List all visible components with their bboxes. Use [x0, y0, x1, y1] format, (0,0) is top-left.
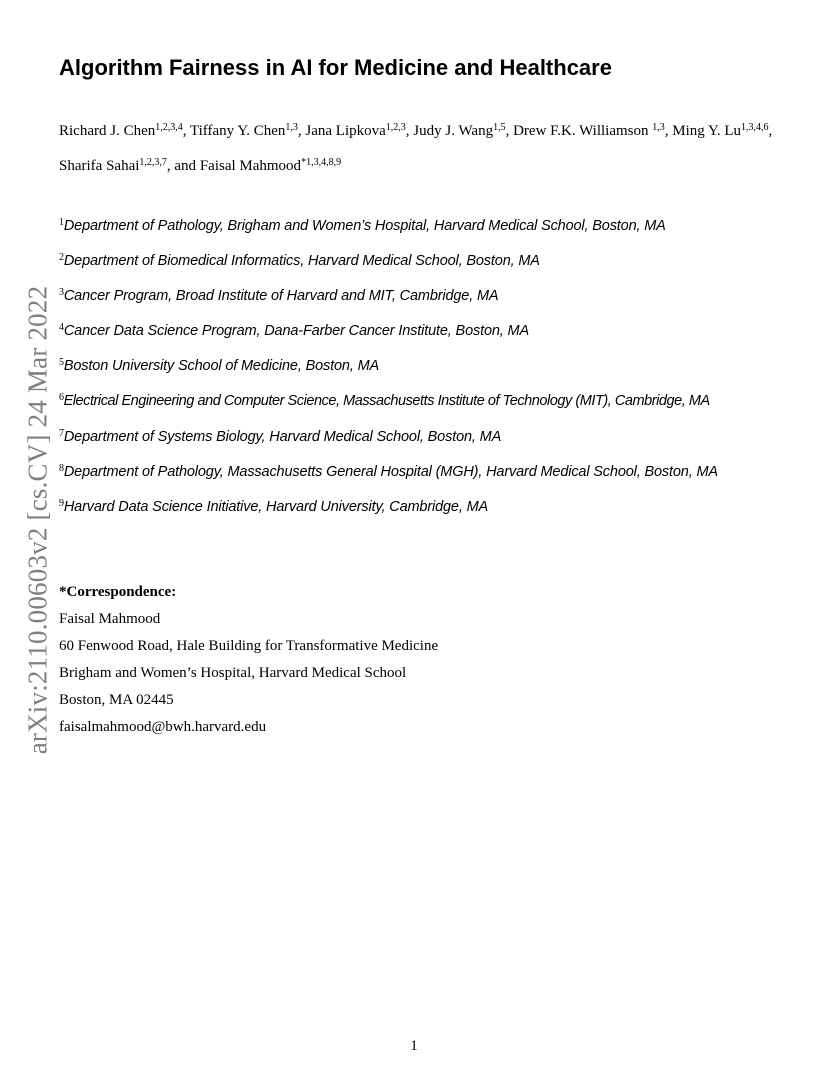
- author-separator: ,: [768, 123, 773, 139]
- author-name: Faisal Mahmood: [199, 158, 302, 174]
- author-affiliation-marks: 1,3: [652, 122, 665, 133]
- affiliation-number: 4: [59, 322, 64, 334]
- correspondence-email: faisalmahmood@bwh.harvard.edu: [59, 719, 267, 735]
- author: [413, 123, 505, 139]
- author-separator: ,: [505, 123, 514, 139]
- affiliation-text: Department of Pathology, Brigham and Women’s Hospital, Harvard Medical School, Boston, MA: [63, 218, 666, 234]
- affiliation: [59, 351, 789, 386]
- affiliation: [59, 422, 789, 457]
- author-affiliation-marks: 1,3,4,6: [741, 122, 769, 133]
- affiliation-number: 6: [59, 392, 64, 404]
- affiliation-number: 5: [59, 357, 64, 369]
- correspondence-name: Faisal Mahmood: [59, 611, 161, 627]
- author-name: Drew F.K. Williamson: [513, 123, 653, 139]
- affiliation: [59, 492, 789, 527]
- affiliation: [59, 211, 789, 246]
- author-list: [59, 114, 779, 184]
- author-separator: ,: [297, 123, 306, 139]
- affiliation-text: Harvard Data Science Initiative, Harvard University, Cambridge, MA: [63, 498, 489, 515]
- author: [200, 158, 341, 174]
- affiliation-text: Department of Pathology, Massachusetts General Hospital (MGH), Harvard Medical School, Boston, MA: [63, 463, 718, 480]
- affiliation-number: 1: [59, 217, 64, 228]
- correspondence-heading: *Correspondence:: [59, 584, 177, 600]
- author-separator: ,: [664, 123, 673, 139]
- author-affiliation-marks: *1,3,4,8,9: [301, 157, 342, 168]
- author: [59, 123, 183, 139]
- author-affiliation-marks: 1,3: [285, 122, 298, 133]
- affiliation: [59, 246, 789, 281]
- affiliation-text: Department of Biomedical Informatics, Harvard Medical School, Boston, MA: [63, 253, 540, 270]
- author-name: Richard J. Chen: [59, 123, 156, 139]
- author-name: Jana Lipkova: [305, 123, 386, 139]
- affiliation-list: [59, 211, 789, 527]
- arxiv-stamp: arXiv:2110.00603v2 [cs.CV] 24 Mar 2022: [22, 285, 53, 755]
- author-name: Judy J. Wang: [413, 123, 494, 139]
- author: [305, 123, 405, 139]
- affiliation: [59, 457, 789, 492]
- author-affiliation-marks: 1,2,3,4: [155, 122, 183, 133]
- affiliation-number: 8: [59, 462, 64, 474]
- correspondence-address-line: Boston, MA 02445: [59, 692, 174, 708]
- affiliation-number: 3: [59, 287, 64, 299]
- author-name: Tiffany Y. Chen: [189, 123, 286, 139]
- author-separator: ,: [405, 123, 414, 139]
- author-affiliation-marks: 1,2,3,7: [139, 157, 167, 168]
- affiliation-number: 2: [59, 252, 64, 264]
- author-separator: , and: [166, 158, 200, 174]
- affiliation-text: Electrical Engineering and Computer Science, Massachusetts Institute of Technology (MIT), Cambridge, MA: [63, 393, 710, 410]
- author-affiliation-marks: 1,5: [493, 122, 506, 133]
- affiliation-number: 9: [59, 497, 64, 509]
- author-separator: ,: [182, 123, 190, 139]
- affiliation: [59, 386, 789, 421]
- affiliation-text: Boston University School of Medicine, Boston, MA: [63, 358, 380, 375]
- author-name: Ming Y. Lu: [672, 123, 742, 139]
- affiliation-text: Department of Systems Biology, Harvard Medical School, Boston, MA: [63, 428, 502, 445]
- author: [672, 123, 768, 139]
- author-name: Sharifa Sahai: [59, 158, 140, 174]
- author: [59, 158, 167, 174]
- correspondence-block: [59, 579, 659, 741]
- correspondence-address-line: 60 Fenwood Road, Hale Building for Transformative Medicine: [59, 638, 439, 654]
- paper-title: Algorithm Fairness in AI for Medicine and Healthcare: [59, 55, 612, 80]
- affiliation: [59, 281, 789, 316]
- affiliation-text: Cancer Data Science Program, Dana-Farber Cancer Institute, Boston, MA: [63, 323, 529, 340]
- page-number: 1: [410, 1038, 418, 1054]
- correspondence-address-line: Brigham and Women’s Hospital, Harvard Medical School: [59, 665, 407, 681]
- affiliation-text: Cancer Program, Broad Institute of Harvard and MIT, Cambridge, MA: [63, 288, 499, 305]
- author-affiliation-marks: 1,2,3: [385, 122, 406, 133]
- affiliation-number: 7: [59, 427, 64, 439]
- author: [190, 123, 298, 139]
- affiliation: [59, 316, 789, 351]
- author: [513, 123, 665, 139]
